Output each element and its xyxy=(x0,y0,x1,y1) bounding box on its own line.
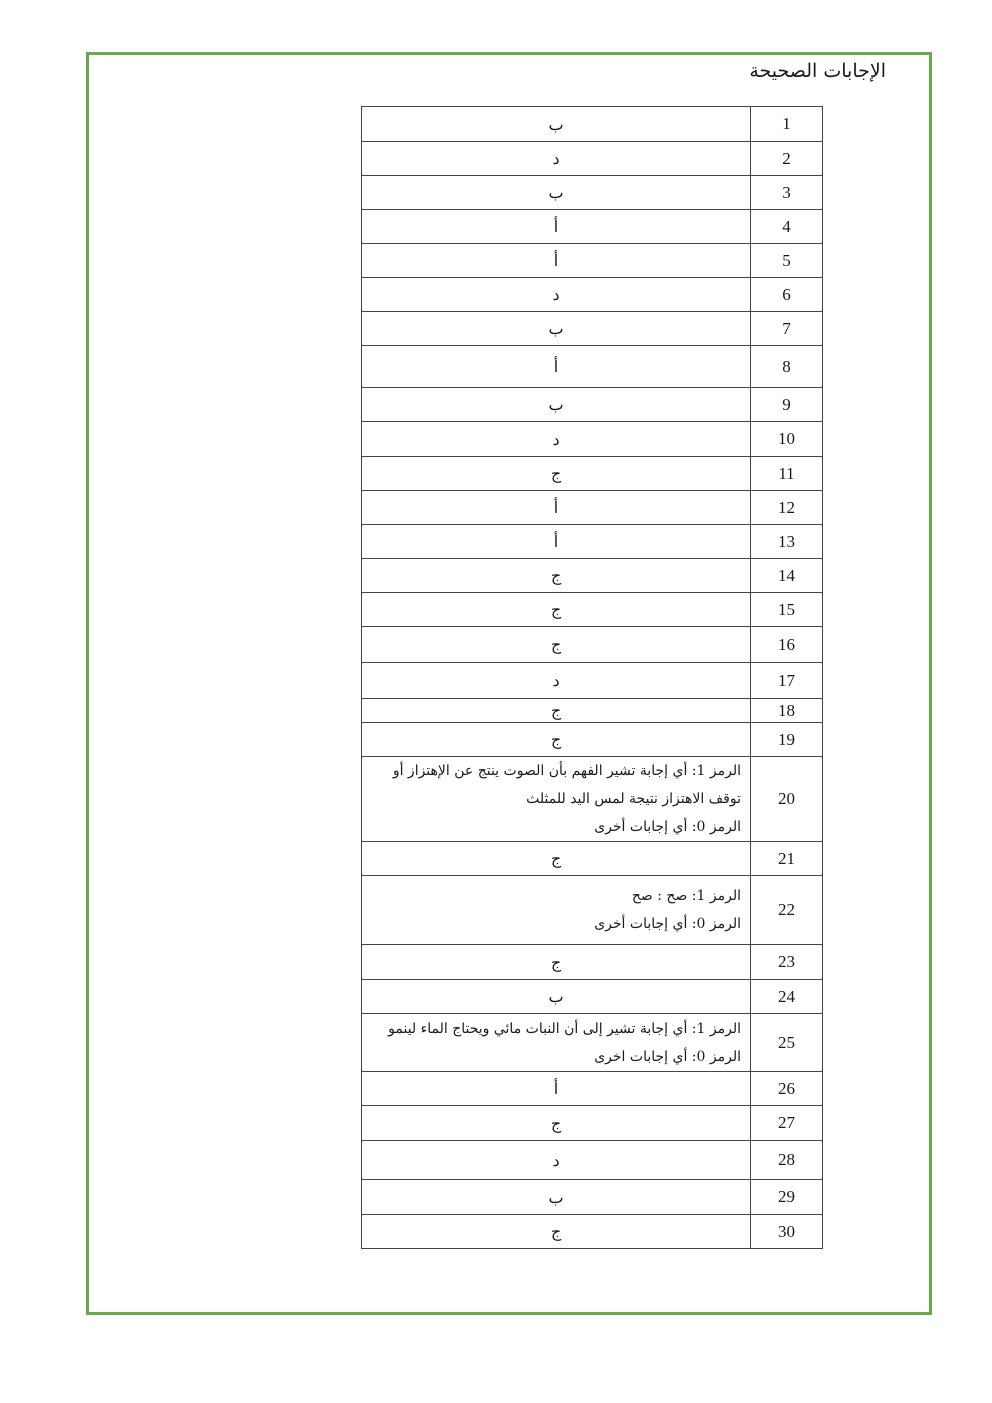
question-number: 9 xyxy=(751,388,823,422)
question-number: 16 xyxy=(751,627,823,663)
question-number: 26 xyxy=(751,1072,823,1106)
question-number: 11 xyxy=(751,457,823,491)
table-row xyxy=(362,559,823,593)
answer-cell: ب xyxy=(362,312,751,346)
question-number: 17 xyxy=(751,663,823,699)
table-row xyxy=(362,1215,823,1249)
table-row xyxy=(362,210,823,244)
question-number: 19 xyxy=(751,723,823,757)
table-row xyxy=(362,176,823,210)
table-row xyxy=(362,699,823,723)
table-row xyxy=(362,945,823,980)
table-row xyxy=(362,1072,823,1106)
table-row xyxy=(362,627,823,663)
answer-line: توقف الاهتزاز نتيجة لمس اليد للمثلث xyxy=(526,791,741,807)
answer-cell: ب xyxy=(362,107,751,142)
question-number: 22 xyxy=(751,876,823,945)
table-row xyxy=(362,980,823,1014)
question-number: 7 xyxy=(751,312,823,346)
answer-cell: ج xyxy=(362,627,751,663)
question-number: 4 xyxy=(751,210,823,244)
answer-line: الرمز 0: أي إجابات اخرى xyxy=(594,1048,741,1065)
table-row xyxy=(362,593,823,627)
question-number: 14 xyxy=(751,559,823,593)
answer-line: الرمز 0: أي إجابات أخرى xyxy=(594,819,741,835)
answer-cell: أ xyxy=(362,491,751,525)
table-row xyxy=(362,1106,823,1141)
answer-cell: د xyxy=(362,142,751,176)
table-row xyxy=(362,312,823,346)
question-number: 5 xyxy=(751,244,823,278)
answer-cell xyxy=(362,757,751,842)
question-number: 24 xyxy=(751,980,823,1014)
question-number: 6 xyxy=(751,278,823,312)
table-row xyxy=(362,842,823,876)
answer-cell: أ xyxy=(362,525,751,559)
question-number: 27 xyxy=(751,1106,823,1141)
table-row xyxy=(362,107,823,142)
answer-cell: د xyxy=(362,422,751,457)
question-number: 28 xyxy=(751,1141,823,1180)
answer-line: الرمز 1: صح : صح xyxy=(631,888,741,904)
question-number: 10 xyxy=(751,422,823,457)
page-title: الإجابات الصحيحة xyxy=(749,60,886,82)
answer-cell xyxy=(362,876,751,945)
question-number: 20 xyxy=(751,757,823,842)
answer-line: الرمز 1: أي إجابة تشير إلى أن النبات مائي ويحتاج الماء لينمو xyxy=(388,1020,741,1037)
answer-cell: ج xyxy=(362,1106,751,1141)
table-row xyxy=(362,1180,823,1215)
answer-cell: ج xyxy=(362,559,751,593)
table-row xyxy=(362,346,823,388)
answer-cell: ب xyxy=(362,388,751,422)
answer-cell: د xyxy=(362,663,751,699)
answer-cell: ب xyxy=(362,176,751,210)
answer-cell xyxy=(362,1014,751,1072)
table-row xyxy=(362,663,823,699)
table-row xyxy=(362,422,823,457)
question-number: 3 xyxy=(751,176,823,210)
answer-cell: ب xyxy=(362,980,751,1014)
answer-cell: د xyxy=(362,278,751,312)
table-row xyxy=(362,525,823,559)
question-number: 1 xyxy=(751,107,823,142)
answer-cell: أ xyxy=(362,244,751,278)
question-number: 2 xyxy=(751,142,823,176)
question-number: 23 xyxy=(751,945,823,980)
answers-table xyxy=(361,106,823,1249)
answer-cell: ج xyxy=(362,593,751,627)
answer-cell: ج xyxy=(362,842,751,876)
answer-line: الرمز 1: أي إجابة تشير الفهم بأن الصوت ينتج عن الإهتزاز أو xyxy=(392,763,741,779)
question-number: 29 xyxy=(751,1180,823,1215)
answer-cell: أ xyxy=(362,210,751,244)
table-row xyxy=(362,491,823,525)
answer-cell: د xyxy=(362,1141,751,1180)
answer-cell: ج xyxy=(362,699,751,723)
table-row xyxy=(362,757,823,842)
question-number: 15 xyxy=(751,593,823,627)
answer-line: الرمز 0: أي إجابات أخرى xyxy=(594,916,741,932)
answer-cell: ج xyxy=(362,723,751,757)
table-row xyxy=(362,388,823,422)
answer-cell: ج xyxy=(362,1215,751,1249)
question-number: 13 xyxy=(751,525,823,559)
table-row xyxy=(362,457,823,491)
table-row xyxy=(362,1014,823,1072)
question-number: 12 xyxy=(751,491,823,525)
answer-cell: أ xyxy=(362,346,751,388)
question-number: 30 xyxy=(751,1215,823,1249)
table-row xyxy=(362,876,823,945)
table-row xyxy=(362,278,823,312)
answer-cell: ب xyxy=(362,1180,751,1215)
question-number: 21 xyxy=(751,842,823,876)
answer-cell: ج xyxy=(362,945,751,980)
question-number: 18 xyxy=(751,699,823,723)
table-row xyxy=(362,142,823,176)
question-number: 8 xyxy=(751,346,823,388)
table-row xyxy=(362,244,823,278)
table-row xyxy=(362,723,823,757)
answer-cell: ج xyxy=(362,457,751,491)
question-number: 25 xyxy=(751,1014,823,1072)
table-row xyxy=(362,1141,823,1180)
answer-cell: أ xyxy=(362,1072,751,1106)
